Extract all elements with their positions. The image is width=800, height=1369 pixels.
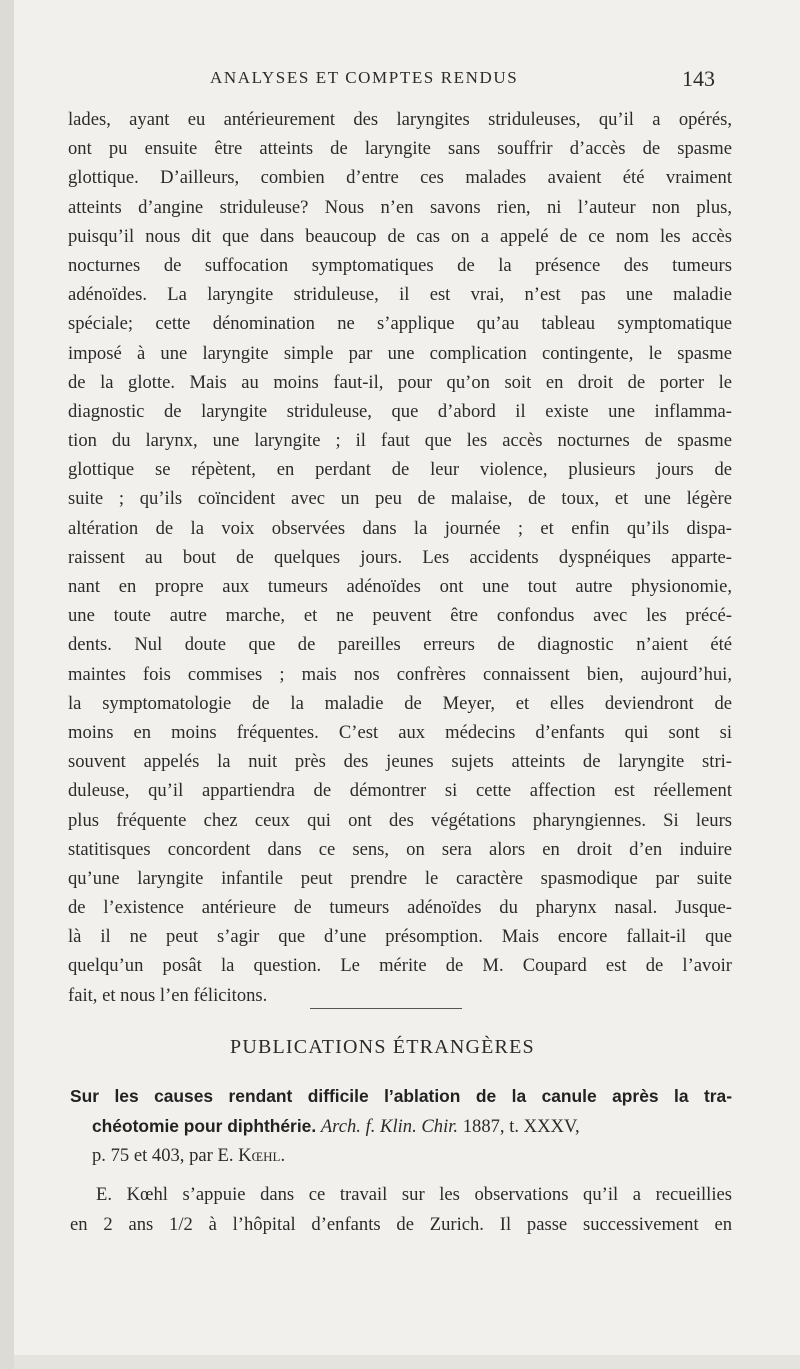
reference-entry [70, 1081, 732, 1171]
text-line: lades, ayant eu antérieurement des laryngites striduleuses, qu’il a opérés, [68, 109, 732, 130]
reference-pages-line [70, 1141, 732, 1171]
text-line: diagnostic de laryngite striduleuse, que d’abord il existe une inflamma- [68, 400, 732, 422]
text-line: nocturnes de suffocation symptomatiques de la présence des tumeurs [68, 254, 732, 276]
text-line: moins en moins fréquentes. C’est aux médecins d’enfants qui sont si [68, 721, 732, 743]
reference-author: Kœhl. [238, 1145, 286, 1166]
text-line: fait, et nous l’en félicitons. [68, 984, 268, 1006]
page-bottom-edge [14, 1355, 800, 1369]
text-line: suite ; qu’ils coïncident avec un peu de malaise, de toux, et une légère [68, 488, 732, 510]
text-line: en 2 ans 1/2 à l’hôpital d’enfants de Zurich. Il passe successivement en [70, 1214, 732, 1235]
text-line: tion du larynx, une laryngite ; il faut que les accès nocturnes de spasme [68, 430, 732, 452]
text-line: statitisques concordent dans ce sens, on sera alors en droit d’en induire [68, 838, 732, 860]
text-line: souvent appelés la nuit près des jeunes sujets atteints de laryngite stri- [68, 751, 732, 773]
page-edge [0, 0, 14, 1369]
running-head: ANALYSES ET COMPTES RENDUS [210, 68, 519, 87]
reference-citation-line [70, 1111, 732, 1141]
reference-title-end: chéotomie pour diphthérie. [92, 1116, 317, 1136]
text-line: imposé à une laryngite simple par une complication contingente, le spasme [68, 342, 732, 364]
reference-title-line [70, 1081, 732, 1111]
text-line: dents. Nul doute que de pareilles erreurs de diagnostic n’aient été [68, 634, 732, 656]
text-line: ont pu ensuite être atteints de laryngite sans souffrir d’accès de spasme [68, 138, 732, 160]
page-number: 143 [682, 66, 715, 91]
text-line: glottique se répètent, en perdant de leur violence, plusieurs jours de [68, 459, 732, 481]
text-line: raissent au bout de quelques jours. Les accidents dyspnéiques apparte- [68, 546, 732, 568]
text-line: puisqu’il nous dit que dans beaucoup de cas on a appelé de ce nom les accès [68, 225, 732, 247]
reference-pages: p. 75 et 403, par E. [92, 1145, 234, 1166]
text-line: spéciale; cette dénomination ne s’applique qu’au tableau symptomatique [68, 313, 732, 335]
journal-volume: 1887, t. XXXV, [462, 1116, 580, 1137]
text-line: de la glotte. Mais au moins faut-il, pour qu’on soit en droit de porter le [68, 371, 732, 393]
text-line: une toute autre marche, et ne peuvent être confondus avec les précé- [68, 605, 732, 627]
reference-title: Sur les causes rendant difficile l’ablation de la canule après la tra- [70, 1086, 732, 1106]
text-line: la symptomatologie de la maladie de Meyer, et elles deviendront de [68, 692, 732, 714]
journal-name: Arch. f. Klin. Chir. [320, 1116, 459, 1137]
text-line: altération de la voix observées dans la journée ; et enfin qu’ils dispa- [68, 517, 732, 539]
section-divider [310, 1008, 462, 1009]
text-line: nant en propre aux tumeurs adénoïdes ont une tout autre physionomie, [68, 576, 732, 597]
text-line: duleuse, qu’il appartiendra de démontrer si cette affection est réellement [68, 780, 732, 802]
text-line: atteints d’angine striduleuse? Nous n’en savons rien, ni l’auteur non plus, [68, 196, 732, 218]
text-line: là il ne peut s’agir que d’une présomption. Mais encore fallait-il que [68, 926, 732, 948]
text-line: maintes fois commises ; mais nos confrères connaissent bien, aujourd’hui, [68, 663, 732, 685]
text-line: quelqu’un posât la question. Le mérite de M. Coupard est de l’avoir [68, 955, 732, 977]
review-paragraph [70, 1180, 732, 1240]
text-line: qu’une laryngite infantile peut prendre le caractère spasmodique par suite [68, 867, 732, 889]
section-title: PUBLICATIONS ÉTRANGÈRES [230, 1036, 535, 1058]
text-line: de l’existence antérieure de tumeurs adénoïdes du pharynx nasal. Jusque- [68, 897, 732, 919]
text-line: glottique. D’ailleurs, combien d’entre ces malades avaient été vraiment [68, 167, 732, 189]
body-paragraph [68, 105, 732, 1010]
text-line: plus fréquente chez ceux qui ont des végétations pharyngiennes. Si leurs [68, 809, 732, 831]
text-line: E. Kœhl s’appuie dans ce travail sur les observations qu’il a recueillies [96, 1184, 732, 1205]
text-line: adénoïdes. La laryngite striduleuse, il est vrai, n’est pas une maladie [68, 284, 732, 306]
